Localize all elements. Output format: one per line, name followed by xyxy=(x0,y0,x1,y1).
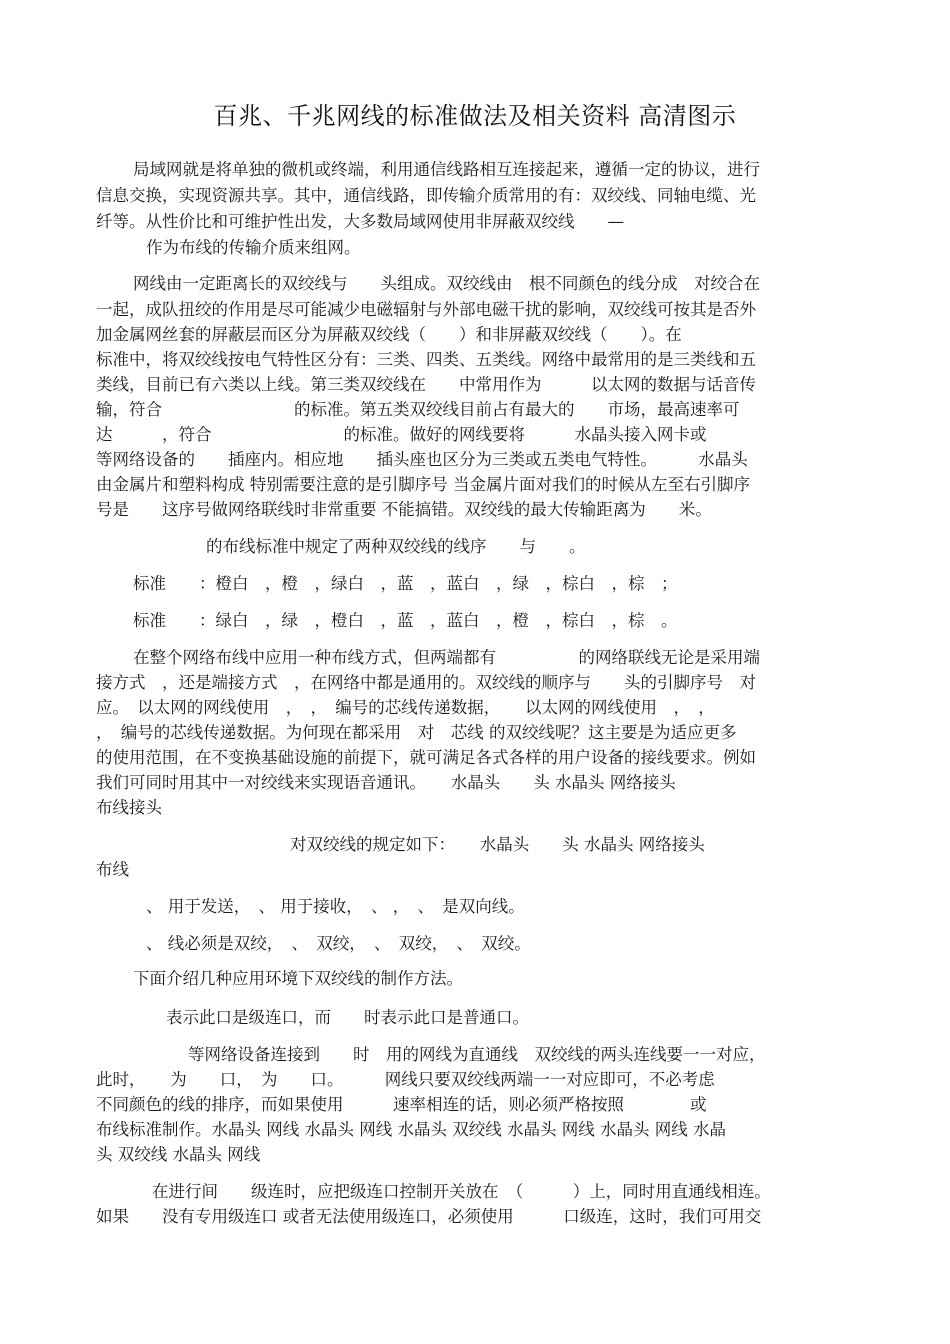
paragraph-line: 头 双绞线 水晶头 网线 xyxy=(96,1145,261,1164)
paragraph-line: 如果 没有专用级连口 或者无法使用级连口，必须使用 口级连，这时，我们可用交 xyxy=(96,1207,762,1226)
paragraph-line: 布线 xyxy=(96,860,129,879)
paragraph-line: 输，符合 的标准。第五类双绞线目前占有最大的 市场，最高速率可 xyxy=(96,400,740,419)
paragraph-line: 信息交换，实现资源共享。其中，通信线路，即传输介质常用的有：双绞线、同轴电缆、光 xyxy=(96,186,756,205)
paragraph-line: 达 ，符合 的标准。做好的网线要将 水晶头接入网卡或 xyxy=(96,425,707,444)
paragraph-line: 、 用于发送， 、 用于接收， 、 ， 、 是双向线。 xyxy=(146,897,525,916)
paragraph-line: 等网络设备的 插座内。相应地 插头座也区分为三类或五类电气特性。 水晶头 xyxy=(96,450,748,469)
paragraph-line: 对双绞线的规定如下： 水晶头 头 水晶头 网络接头 xyxy=(290,835,705,854)
paragraph-line: 由金属片和塑料构成 特别需要注意的是引脚序号 当金属片面对我们的时候从左至右引脚序 xyxy=(96,475,750,494)
paragraph-line: 一起，成队扭绞的作用是尽可能减少电磁辐射与外部电磁干扰的影响，双绞线可按其是否外 xyxy=(96,300,756,319)
paragraph-line: 的布线标准中规定了两种双绞线的线序 与 。 xyxy=(206,537,586,556)
paragraph-line: 标准中，将双绞线按电气特性区分有：三类、四类、五类线。网络中最常用的是三类线和五 xyxy=(96,350,756,369)
paragraph-line: 纤等。从性价比和可维护性出发，大多数局域网使用非屏蔽双绞线 — xyxy=(96,212,624,231)
paragraph-line: 表示此口是级连口，而 时表示此口是普通口。 xyxy=(166,1008,529,1027)
paragraph-line: 的使用范围，在不变换基础设施的前提下，就可满足各式各样的用户设备的接线要求。例如 xyxy=(96,748,756,767)
paragraph-line: 等网络设备连接到 时 用的网线为直通线 双绞线的两头连线要一一对应， xyxy=(188,1045,766,1064)
paragraph-line: 此时， 为 口， 为 口。 网线只要双绞线两端一一对应即可，不必考虑 xyxy=(96,1070,715,1089)
paragraph-line: 在整个网络布线中应用一种布线方式，但两端都有 的网络联线无论是采用端 xyxy=(133,648,760,667)
paragraph-line: ， 编号的芯线传递数据。为何现在都采用 对 芯线 的双绞线呢？这主要是为适应更多 xyxy=(96,723,737,742)
paragraph-line: 应。 以太网的网线使用 ， ， 编号的芯线传递数据， 以太网的网线使用 ， ， xyxy=(96,698,715,717)
paragraph-line: 加金属网丝套的屏蔽层而区分为屏蔽双绞线（ ）和非屏蔽双绞线（ ）。在 xyxy=(96,325,682,344)
paragraph-line: 、 线必须是双绞， 、 双绞， 、 双绞， 、 双绞。 xyxy=(146,934,531,953)
paragraph-line: 接方式 ，还是端接方式 ，在网络中都是通用的。双绞线的顺序与 头的引脚序号 对 xyxy=(96,673,756,692)
paragraph-line: 我们可同时用其中一对绞线来实现语音通讯。 水晶头 头 水晶头 网络接头 xyxy=(96,773,676,792)
paragraph-line: 下面介绍几种应用环境下双绞线的制作方法。 xyxy=(133,969,463,988)
paragraph-line: 网线由一定距离长的双绞线与 头组成。双绞线由 根不同颜色的线分成 对绞合在 xyxy=(133,274,760,293)
paragraph-line: 布线标准制作。水晶头 网线 水晶头 网线 水晶头 双绞线 水晶头 网线 水晶头 网线 水晶 xyxy=(96,1120,726,1139)
paragraph-line: 号是 这序号做网络联线时非常重要 不能搞错。双绞线的最大传输距离为 米。 xyxy=(96,500,712,519)
document-title: 百兆、千兆网线的标准做法及相关资料 高清图示 xyxy=(213,102,737,130)
paragraph-line: 不同颜色的线的排序，而如果使用 速率相连的话，则必须严格按照 或 xyxy=(96,1095,707,1114)
wire-order-line: 标准 ：橙白 ，橙 ，绿白 ，蓝 ，蓝白 ，绿 ，棕白 ，棕 ； xyxy=(133,574,678,593)
wire-order-line: 标准 ：绿白 ，绿 ，橙白 ，蓝 ，蓝白 ，橙 ，棕白 ，棕 。 xyxy=(133,611,678,630)
paragraph-line: 类线，目前已有六类以上线。第三类双绞线在 中常用作为 以太网的数据与话音传 xyxy=(96,375,756,394)
paragraph-line: 布线接头 xyxy=(96,798,162,817)
paragraph-line: 局域网就是将单独的微机或终端，利用通信线路相互连接起来，遵循一定的协议，进行 xyxy=(133,160,760,179)
paragraph-line: 作为布线的传输介质来组网。 xyxy=(146,238,361,257)
paragraph-line: 在进行间 级连时，应把级连口控制开关放在 （ ）上，同时用直通线相连。 xyxy=(152,1182,771,1201)
